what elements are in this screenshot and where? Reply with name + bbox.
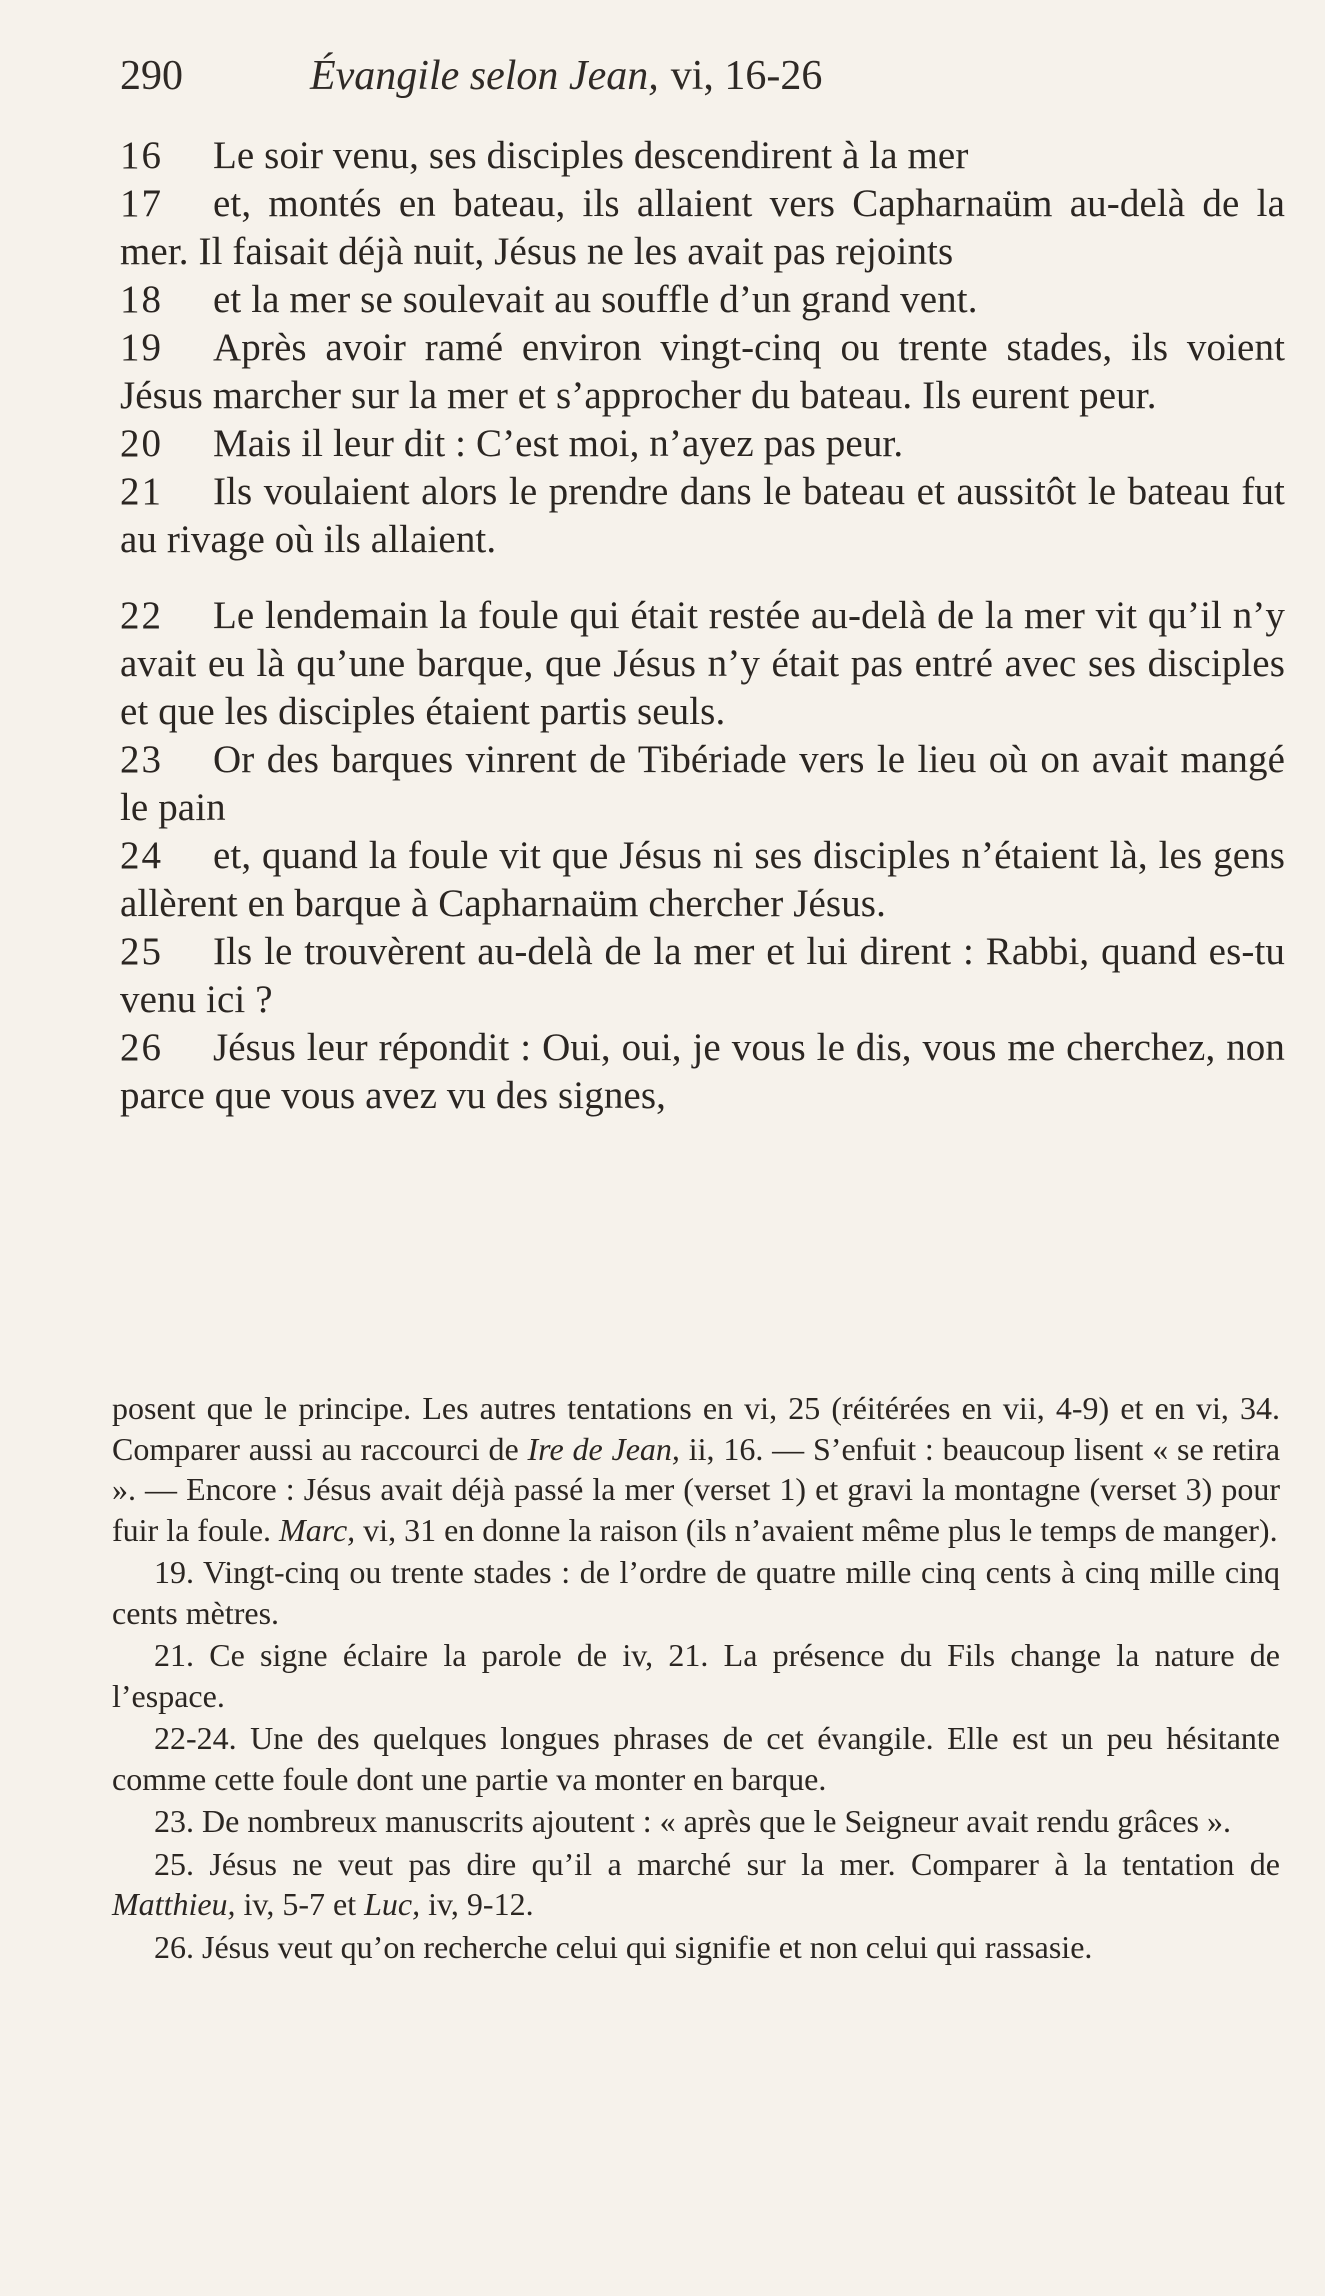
- note-25: [112, 1844, 1280, 1925]
- verse-number: 23: [120, 738, 163, 781]
- verse: [120, 1024, 1285, 1120]
- verse-number: 26: [120, 1026, 163, 1069]
- verse-text: Mais il leur dit : C’est moi, n’ayez pas peur.: [213, 422, 904, 465]
- running-title: Évangile selon Jean,: [310, 53, 659, 99]
- verse-text: et la mer se soulevait au souffle d’un grand vent.: [213, 278, 978, 321]
- verse: [120, 132, 1285, 180]
- note-citation: Luc,: [364, 1886, 421, 1922]
- note-citation: Ire de Jean,: [527, 1430, 680, 1467]
- note-text: vi, 31 en donne la raison (ils n’avaient même plus le temps de manger).: [355, 1511, 1278, 1548]
- verse: [120, 592, 1285, 736]
- verse-text: Jésus leur répondit : Oui, oui, je vous le dis, vous me cherchez, non parce que vous avez vu des signes,: [120, 1026, 1285, 1117]
- verse-number: 18: [120, 278, 163, 321]
- verse-number: 24: [120, 834, 163, 877]
- verse: [120, 420, 1285, 468]
- note-citation: Matthieu,: [112, 1886, 236, 1922]
- note-23: 23. De nombreux manuscrits ajoutent : « après que le Seigneur avait rendu grâces ».: [154, 1803, 1231, 1839]
- verse-text: Or des barques vinrent de Tibériade vers le lieu où on avait mangé le pain: [120, 738, 1285, 829]
- page-number: 290: [120, 53, 183, 99]
- note-text: 25. Jésus ne veut pas dire qu’il a marché sur la mer. Comparer à la tentation de: [154, 1845, 1280, 1882]
- note-22-24: 22-24. Une des quelques longues phrases de cet évangile. Elle est un peu hésitante comme cette foule dont une partie va monter en barque.: [112, 1720, 1280, 1797]
- verse: [120, 276, 1285, 324]
- chapter-reference: vi, 16-26: [670, 53, 823, 99]
- running-header: [120, 52, 1000, 100]
- verse-text: Ils le trouvèrent au-delà de la mer et lui dirent : Rabbi, quand es-tu venu ici ?: [120, 930, 1285, 1021]
- verse-number: 25: [120, 930, 163, 973]
- verse-number: 17: [120, 182, 163, 225]
- verse-number: 21: [120, 470, 163, 513]
- verse-number: 16: [120, 134, 163, 177]
- verse: [120, 736, 1285, 832]
- commentary-notes: [112, 1388, 1280, 1967]
- note-26: 26. Jésus veut qu’on recherche celui qui signifie et non celui qui rassasie.: [154, 1928, 1093, 1965]
- verse: [120, 928, 1285, 1024]
- note-text: iv, 9-12.: [420, 1886, 534, 1922]
- verse-text: Ils voulaient alors le prendre dans le bateau et aussitôt le bateau fut au rivage où ils allaient.: [120, 470, 1285, 561]
- verse-number: 20: [120, 422, 163, 465]
- note-citation: Marc,: [279, 1511, 356, 1548]
- verse-text: et, montés en bateau, ils allaient vers Capharnaüm au-delà de la mer. Il faisait déjà nuit, Jésus ne les avait pas rejoints: [120, 182, 1285, 273]
- note-continuation: [112, 1388, 1280, 1550]
- verse: [120, 324, 1285, 420]
- verse-text: Après avoir ramé environ vingt-cinq ou trente stades, ils voient Jésus marcher sur la mer et s’approcher du bateau. Ils eurent peur.: [120, 326, 1285, 417]
- verse: [120, 832, 1285, 928]
- verse: [120, 468, 1285, 564]
- verse-text: et, quand la foule vit que Jésus ni ses disciples n’étaient là, les gens allèrent en barque à Capharnaüm chercher Jésus.: [120, 834, 1285, 925]
- note-19: 19. Vingt-cinq ou trente stades : de l’ordre de quatre mille cinq cents à cinq mille cinq cents mètres.: [112, 1554, 1280, 1631]
- note-text: iv, 5-7 et: [235, 1886, 365, 1922]
- verse-text: Le lendemain la foule qui était restée au-delà de la mer vit qu’il n’y avait eu là qu’une barque, que Jésus n’y était pas entré avec ses disciples et que les disciples étaient partis seuls.: [120, 594, 1285, 733]
- note-text: posent que le principe. Les autres tentations en vi, 25 (réitérées en vii, 4-9) et en vi, 34. Comparer aussi au raccourci de: [112, 1390, 1280, 1467]
- verse-number: 19: [120, 326, 163, 369]
- verse: [120, 180, 1285, 276]
- scripture-text: [120, 132, 1285, 1120]
- verse-text: Le soir venu, ses disciples descendirent à la mer: [213, 134, 969, 177]
- verse-number: 22: [120, 594, 163, 637]
- note-21: 21. Ce signe éclaire la parole de iv, 21. La présence du Fils change la nature de l’espace.: [112, 1637, 1280, 1714]
- note-text: ii, 16. — S’enfuit : beaucoup lisent « se retira ». — Encore : Jésus avait déjà passé la mer (verset 1) et gravi la montagne (verset 3) pour fuir la foule.: [112, 1430, 1281, 1548]
